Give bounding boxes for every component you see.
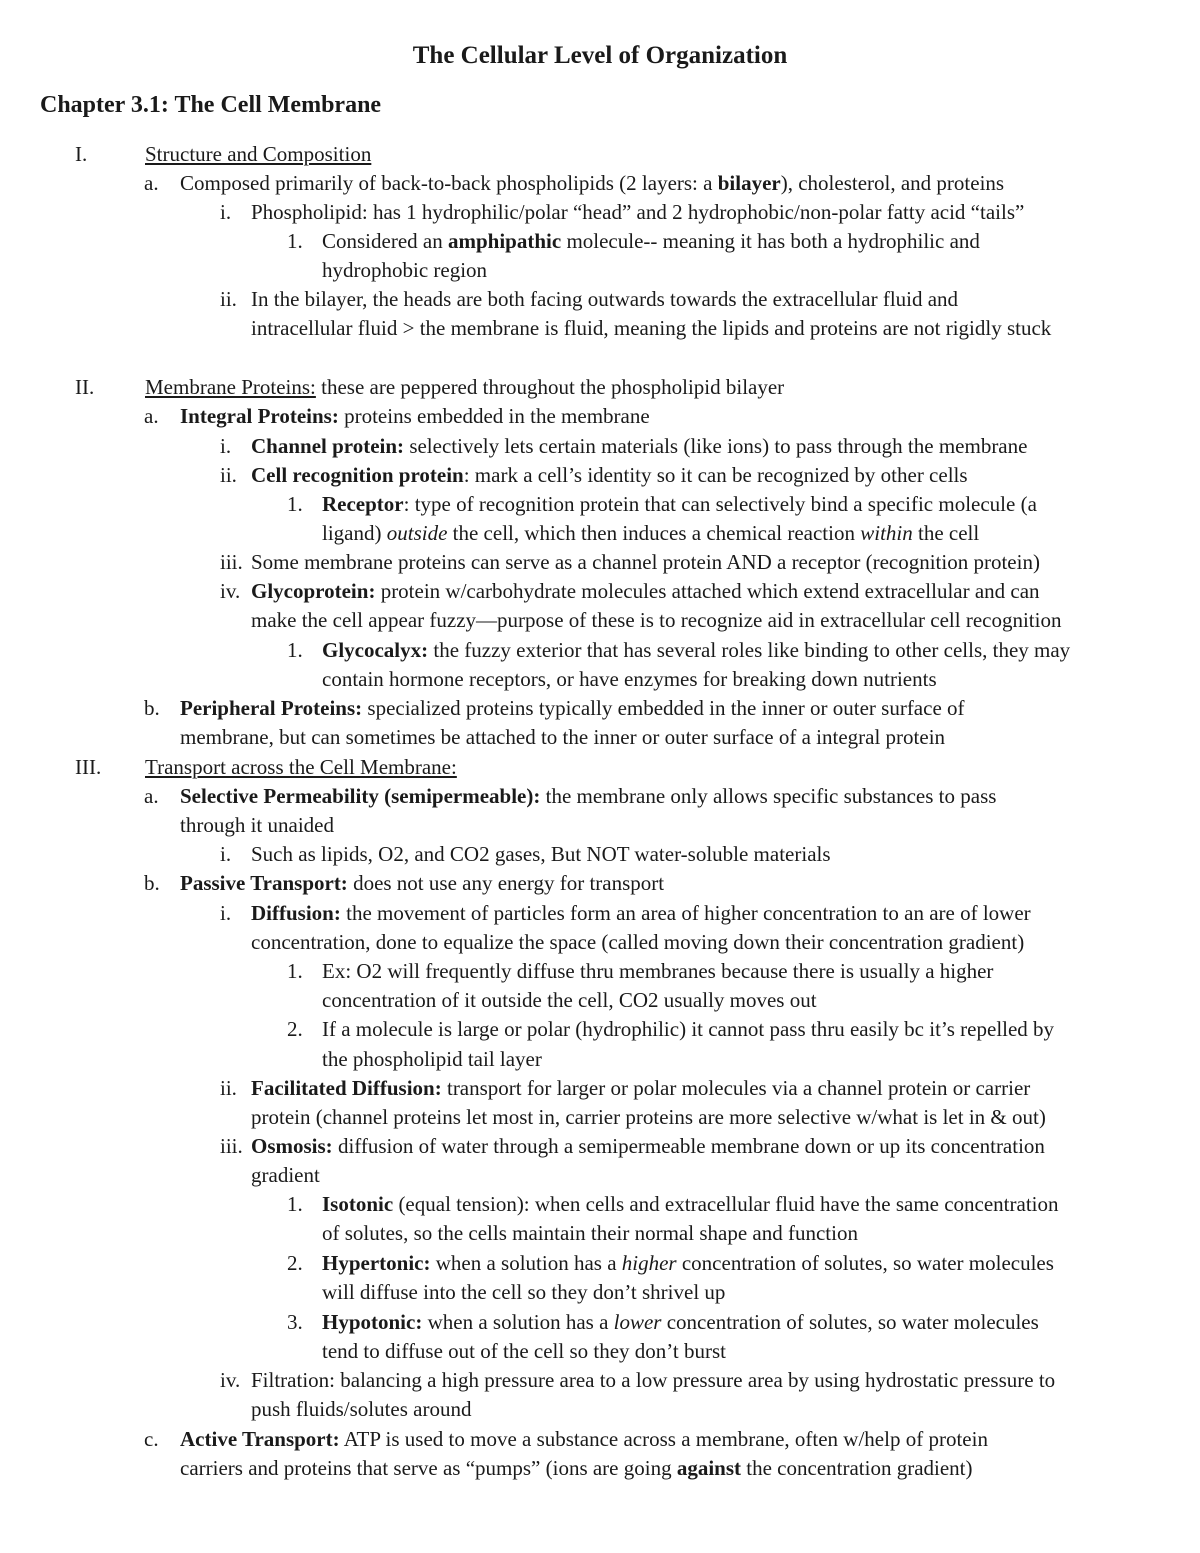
text-run: the concentration gradient) <box>741 1456 973 1480</box>
bold-term: Glycoprotein: <box>251 579 376 603</box>
text-run: the cell, which then induces a chemical reaction <box>447 521 861 545</box>
outline-text <box>322 1015 1054 1044</box>
text-run: concentration of solutes, so water molecules <box>661 1310 1039 1334</box>
outline-marker: iv. <box>220 1368 241 1392</box>
bold-term: Hypertonic: <box>322 1251 431 1275</box>
text-run: when a solution has a <box>430 1251 622 1275</box>
text-run: Ex: O2 will frequently diffuse thru membranes because there is usually a higher <box>322 959 994 983</box>
outline-text <box>251 899 1031 928</box>
text-run: when a solution has a <box>422 1310 614 1334</box>
outline-text <box>251 1395 472 1424</box>
outline-text <box>322 1278 725 1307</box>
outline-text <box>180 1425 988 1454</box>
bold-term: Passive Transport: <box>180 871 348 895</box>
outline-text <box>251 577 1040 606</box>
text-run: protein w/carbohydrate molecules attached which extend extracellular and can <box>375 579 1040 603</box>
text-run: molecule-- meaning it has both a hydrophilic and <box>561 229 980 253</box>
bold-term: Channel protein: <box>251 434 405 458</box>
text-run: Filtration: balancing a high pressure area to a low pressure area by using hydrostatic pressure to <box>251 1368 1056 1392</box>
text-run: specialized proteins typically embedded in the inner or outer surface of <box>362 696 965 720</box>
outline-text <box>180 694 965 723</box>
outline-text <box>180 1454 973 1483</box>
outline-marker: a. <box>144 404 159 428</box>
text-run: carriers and proteins that serve as “pumps” (ions are going <box>180 1456 677 1480</box>
outline-text <box>251 198 1024 227</box>
text-run: ATP is used to move a substance across a membrane, often w/help of protein <box>339 1427 988 1451</box>
outline-marker: b. <box>144 871 160 895</box>
outline-marker: iv. <box>220 579 241 603</box>
text-run: : mark a cell’s identity so it can be recognized by other cells <box>463 463 968 487</box>
text-run: concentration of solutes, so water molecules <box>676 1251 1054 1275</box>
outline-text <box>180 782 996 811</box>
text-run: (equal tension): when cells and extracellular fluid have the same concentration <box>393 1192 1059 1216</box>
text-run: transport for larger or polar molecules via a channel protein or carrier <box>441 1076 1031 1100</box>
outline-text <box>145 140 371 169</box>
text-run: In the bilayer, the heads are both facing outwards towards the extracellular fluid and <box>251 287 959 311</box>
outline-text <box>180 869 664 898</box>
outline-text <box>145 753 457 782</box>
outline-text <box>251 1074 1030 1103</box>
outline-marker: 2. <box>287 1017 303 1041</box>
outline-marker: II. <box>75 375 95 399</box>
outline-marker: i. <box>220 434 232 458</box>
bold-term: Diffusion: <box>251 901 341 925</box>
outline-marker: i. <box>220 901 232 925</box>
outline-marker: ii. <box>220 1076 237 1100</box>
outline-marker: iii. <box>220 1134 243 1158</box>
text-run: concentration of it outside the cell, CO2 usually moves out <box>322 988 817 1012</box>
outline-marker: ii. <box>220 287 237 311</box>
chapter-heading: Chapter 3.1: The Cell Membrane <box>40 92 382 118</box>
bold-term: amphipathic <box>447 229 562 253</box>
outline-text <box>322 636 1070 665</box>
bold-term: against <box>676 1456 742 1480</box>
text-run: membrane, but can sometimes be attached to the inner or outer surface of a integral protein <box>180 725 946 749</box>
bold-term: Active Transport: <box>180 1427 340 1451</box>
outline-text <box>322 256 487 285</box>
outline-text <box>251 1132 1045 1161</box>
outline-marker: c. <box>144 1427 159 1451</box>
text-run: selectively lets certain materials (like ions) to pass through the membrane <box>404 434 1028 458</box>
text-run: lower <box>613 1310 662 1334</box>
text-run: concentration, done to equalize the space (called moving down their concentration gradient) <box>251 930 1025 954</box>
bold-term: Receptor <box>322 492 404 516</box>
outline-text <box>180 169 1004 198</box>
text-run: diffusion of water through a semipermeable membrane down or up its concentration <box>332 1134 1045 1158</box>
bold-term: bilayer <box>717 171 781 195</box>
text-run: the cell <box>912 521 980 545</box>
outline-marker: b. <box>144 696 160 720</box>
text-run: tend to diffuse out of the cell so they don’t burst <box>322 1339 726 1363</box>
text-run: within <box>860 521 913 545</box>
text-run: Considered an <box>322 229 448 253</box>
outline-text <box>251 461 968 490</box>
text-run: make the cell appear fuzzy—purpose of these is to recognize aid in extracellular cell recognition <box>251 608 1062 632</box>
outline-marker: 2. <box>287 1251 303 1275</box>
text-run: outside <box>386 521 448 545</box>
text-run: will diffuse into the cell so they don’t shrivel up <box>322 1280 726 1304</box>
outline-text <box>251 285 958 314</box>
outline-marker: 3. <box>287 1310 303 1334</box>
text-run: does not use any energy for transport <box>347 871 665 895</box>
outline-text <box>145 373 784 402</box>
outline-text <box>322 227 980 256</box>
bold-term: Facilitated Diffusion: <box>251 1076 442 1100</box>
text-run: Such as lipids, O2, and CO2 gases, But NOT water-soluble materials <box>251 842 831 866</box>
outline-marker: 1. <box>287 492 303 516</box>
text-run: Some membrane proteins can serve as a channel protein AND a receptor (recognition protein) <box>251 550 1040 574</box>
outline-text <box>251 548 1040 577</box>
text-run: higher <box>621 1251 677 1275</box>
outline-text <box>251 840 831 869</box>
outline-text <box>322 519 979 548</box>
text-run: proteins embedded in the membrane <box>338 404 650 428</box>
text-run: Composed primarily of back-to-back phospholipids (2 layers: a <box>180 171 718 195</box>
outline-marker: 1. <box>287 229 303 253</box>
text-run: ligand) <box>322 521 387 545</box>
document-title: The Cellular Level of Organization <box>412 42 788 69</box>
outline-text <box>251 606 1061 635</box>
outline-marker: a. <box>144 784 159 808</box>
text-run: through it unaided <box>180 813 334 837</box>
outline-text <box>322 1249 1054 1278</box>
text-run: intracellular fluid > the membrane is fluid, meaning the lipids and proteins are not rigidly stuck <box>251 316 1052 340</box>
outline-marker: ii. <box>220 463 237 487</box>
outline-text <box>180 723 945 752</box>
outline-text <box>322 1045 542 1074</box>
outline-text <box>322 490 1037 519</box>
outline-text <box>251 432 1027 461</box>
outline-text <box>251 928 1024 957</box>
bold-term: Integral Proteins: <box>180 404 339 428</box>
bold-term: Glycocalyx: <box>322 638 429 662</box>
outline-marker: 1. <box>287 959 303 983</box>
outline-text <box>251 1366 1055 1395</box>
text-run: Phospholipid: has 1 hydrophilic/polar “head” and 2 hydrophobic/non-polar fatty acid “tails” <box>251 200 1025 224</box>
text-run: the fuzzy exterior that has several roles like binding to other cells, they may <box>428 638 1071 662</box>
section-heading: Membrane Proteins: <box>145 375 316 399</box>
text-run: contain hormone receptors, or have enzymes for breaking down nutrients <box>322 667 937 691</box>
outline-marker: 1. <box>287 638 303 662</box>
text-run: ), cholesterol, and proteins <box>780 171 1005 195</box>
text-run: push fluids/solutes around <box>251 1397 472 1421</box>
outline-marker: i. <box>220 842 232 866</box>
outline-text <box>322 1219 858 1248</box>
bold-term: Hypotonic: <box>322 1310 423 1334</box>
outline-text <box>322 665 937 694</box>
text-run: of solutes, so the cells maintain their normal shape and function <box>322 1221 858 1245</box>
text-run: the movement of particles form an area of higher concentration to an are of lower <box>340 901 1031 925</box>
bold-term: Cell recognition protein <box>251 463 464 487</box>
outline-marker: i. <box>220 200 232 224</box>
outline-text <box>180 811 334 840</box>
section-heading: Structure and Composition <box>145 142 372 166</box>
section-heading: Transport across the Cell Membrane: <box>145 755 457 779</box>
text-run: : type of recognition protein that can selectively bind a specific molecule (a <box>403 492 1037 516</box>
text-run: hydrophobic region <box>322 258 488 282</box>
outline-text <box>251 314 1051 343</box>
outline-text <box>322 986 817 1015</box>
outline-marker: a. <box>144 171 159 195</box>
outline-marker: 1. <box>287 1192 303 1216</box>
bold-term: Isotonic <box>322 1192 394 1216</box>
outline-text <box>251 1161 320 1190</box>
text-run: If a molecule is large or polar (hydrophilic) it cannot pass thru easily bc it’s repelled by <box>322 1017 1055 1041</box>
outline-marker: III. <box>75 755 102 779</box>
outline-text <box>251 1103 1046 1132</box>
text-run: the phospholipid tail layer <box>322 1047 542 1071</box>
outline-text <box>322 1337 726 1366</box>
outline-text <box>180 402 650 431</box>
text-run: these are peppered throughout the phospholipid bilayer <box>315 375 785 399</box>
outline-marker: I. <box>75 142 88 166</box>
text-run: protein (channel proteins let most in, carrier proteins are more selective w/what is let in & out) <box>251 1105 1046 1129</box>
text-run: gradient <box>251 1163 320 1187</box>
bold-term: Peripheral Proteins: <box>180 696 363 720</box>
text-run: the membrane only allows specific substances to pass <box>540 784 997 808</box>
bold-term: Selective Permeability (semipermeable): <box>180 784 541 808</box>
outline-text <box>322 1190 1059 1219</box>
outline-text <box>322 957 993 986</box>
outline-text <box>322 1308 1039 1337</box>
bold-term: Osmosis: <box>251 1134 333 1158</box>
outline-marker: iii. <box>220 550 243 574</box>
